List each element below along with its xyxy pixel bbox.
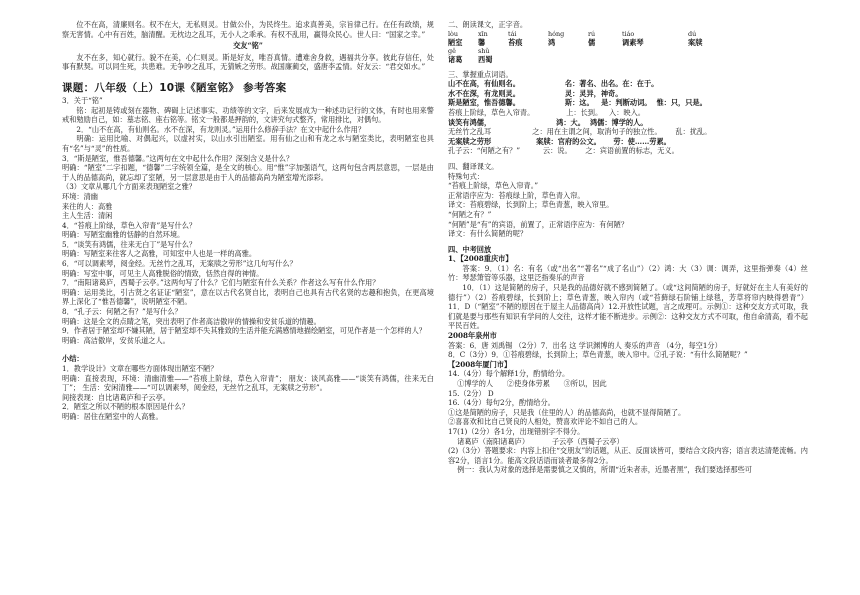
vocab-word: 苔痕 [508, 37, 523, 47]
vocab-word: 陋室 [448, 37, 463, 47]
pinyin: gě [448, 46, 456, 55]
answer-line: 主人生活：清闲 [62, 211, 113, 221]
pinyin: shǔ [478, 46, 490, 55]
exam-heading: 2008年泉州市 [448, 331, 497, 341]
translate-line: “何陋之有？” [448, 209, 492, 219]
answer-line: 明确：写陋室幽雅的恬静的自然环境。 [62, 230, 185, 240]
summary-line: 明确：直接表现，环境：清幽清雅——“苔痕上阶绿，草色入帘青”； 朋友：谈风高雅——“谈笑有鸿儒，往来无白丁”； 生活：安闲清雅——“可以调素琴，阅金经，无丝竹之乱耳，无案牍之劳形”。 [62, 373, 434, 393]
translate-line: “苔痕上阶绿，草色入帘青。” [448, 181, 539, 191]
vocab-word: 儒 [588, 37, 596, 47]
vocab-row-2 [448, 55, 808, 64]
answer-line: 明确：运用比喻、对偶起兴，以虚衬实，以山水引出陋室。用有仙之山和有龙之水与陋室类比，表明陋室也具有“名”与“灵”的性质。 [62, 134, 434, 153]
vocab-word: 西蜀 [478, 54, 493, 64]
exam-answer: ①博学的人 ②使身体劳累 ③所以，因此 [448, 379, 607, 388]
vocab-row [448, 38, 808, 47]
term-line: 无丝竹之乱耳 之：用在主谓之间，取消句子的独立性。 乱：扰乱。 [448, 127, 712, 137]
vocab-word: 鸿 [548, 37, 556, 47]
exam-answer: 8．C（3分）9．①苔痕碧绿，长到阶上；草色青葱，映入帘中。②孔子说：“有什么简陋呢？” [448, 350, 748, 360]
translate-line: 译文：苔痕碧绿，长到阶上；草色青葱，映入帘里。 [448, 200, 614, 210]
summary-line: 2．陋室之所以不陋的根本原因是什么？ [62, 402, 189, 412]
answer-line: 4．“苔痕上阶绿，草色入帘青”是写什么？ [62, 220, 197, 230]
right-column [448, 20, 808, 475]
exam-answer: (2)（3分）答题要求：内容上扣住“交朋友”的话题，从正、反面谈皆可，要结合文段内容；语言表达清楚流畅。内容2分，语言1分。能高文段话语而谈者最多得2分。 [448, 446, 808, 465]
exam-heading: 1、【2008重庆市】 [448, 254, 513, 264]
term-line: 谈笑有鸿儒， 鸿：大。 鸿儒：博学的人。 [448, 117, 648, 127]
exam-heading: 【2008年厦门市】 [448, 359, 512, 369]
translate-line: “何陋”是“有”的宾语，前置了，正常语序应为：有何陋？ [448, 219, 629, 229]
term-line: 斯是陋室，惟吾德馨。 斯：这。 是：判断动词。 惟：只，只是。 [448, 98, 707, 108]
pinyin-row-2 [448, 47, 808, 55]
summary-title: 小结： [62, 354, 84, 364]
exam-answer: 例一：我认为对象的选择是需要慎之又慎的，所谓“近朱者赤，近墨者黑”，我们要选择那些可 [448, 465, 752, 475]
answer-line: 明确：运用类比，引古贤之名证证“陋室”，意在以古代名贤自比，表明自己也具有古代名贤的志趣和抱负，在更高境界上深化了“惟吾德馨”，说明陋室不陋。 [62, 287, 434, 307]
exam-answer: ②喜喜欢和比自己贤良的人相处，赞喜欢评论不如自己的人。 [448, 417, 643, 427]
answer-line: 明确：“陋室”二字扣题，“德馨”二字统领全篇，是全文的核心。用“惟”字加强语气，这两句包含两层意思，一层是由于人的品德高尚，就忘却了室陋，另一层意思是由于人的品德高尚为陋室增光添彩。 [62, 163, 434, 182]
term-line: 山不在高，有仙则名。 名：著名、出名。在：在于。 [448, 79, 659, 89]
pinyin: dú [688, 29, 697, 38]
pinyin: tiáo [622, 29, 635, 38]
answer-line: 明确：高洁傲岸，安贫乐道之人。 [62, 335, 170, 345]
summary-line: 明确：居住在陋室中的人高雅。 [62, 411, 163, 421]
vocab-word: 诸葛 [448, 54, 463, 64]
section-title-pronunciation: 二、朗读课文，正字音。 [448, 20, 528, 29]
pinyin: tái [508, 29, 517, 38]
lesson-title: 课题：八年级（上）10课《陋室铭》 参考答案 [62, 81, 287, 94]
term-line: 苔痕上阶绿，草色入帘青。 上：长到。 入：映入。 [448, 107, 645, 117]
vocab-word: 馨 [478, 37, 486, 47]
intro-paragraph-1: 位不在高，清廉则名。权不在大，无私则灵。甘做公仆，为民终生。追求真善美，宗旨律己行。在任有政绩，规察无害情。心中有百姓，脑清醒。无枕边之乱耳，无小人之乖承。有权不乱用，赢得众民心。世人曰：“国家之幸。” [62, 20, 434, 39]
answer-line: 3．“斯是陋室，惟吾德馨。”这两句在文中起什么作用？深刻含义是什么？ [62, 153, 294, 163]
answer-list [62, 96, 434, 345]
answer-line: 3．关于“铭” [62, 95, 103, 105]
exam-answer: 17(1)（2分）各1分，出现错别字不得分。 [448, 426, 585, 436]
term-line: 孔子云：“何陋之有？” 云：说。 之：宾语前置的标志，无义。 [448, 146, 679, 156]
exam-answer: 答案：6．唐 刘禹锡 （2分）7．出名 这 学识渊博的人 奏乐的声音 （4分，每空1分） [448, 340, 722, 350]
vocab-word: 调素琴 [622, 37, 644, 47]
answer-line: 铭：起初是铸或刻在器物、碑碣上记述事实、功绩等的文字，后来发展成为一种述功记行的文体，有时也用来警戒和勉励自己，如：墓志铭、座右铭等。铭文一般都是押韵的，文讲究句式整齐，常用排比，对偶句。 [62, 105, 434, 125]
answer-line: 明确：写陋室来往客人之高雅，可知室中人也是一样的高雅。 [62, 249, 257, 259]
exam-answer: 诸葛庐（南阳诸葛庐） 子云亭（西蜀子云亭） [448, 436, 624, 446]
answer-line: （3）文章从哪几个方面来表现陋室之雅？ [62, 182, 196, 192]
exam-answer: ①这是简陋的房子，只是我（住里的人）的品德高尚，也就不显得简陋了。 [448, 407, 686, 417]
pinyin: lòu [448, 29, 459, 38]
exam-answer: 答案：9．（1）名：有名（或“出名”“著名”“成了名山”）（2）鸿：大（3）调：调弄，这里指弹奏（4）丝竹：琴瑟箫管等乐器，这里泛指奏乐的声音 [448, 263, 808, 283]
intro-paragraph-2: 友不在多，知心就行。貌不在美，心仁则灵。斯是好友，唯吾真情。遭难舍身救，遇福共分享。彼此存信任，处事有默契。可以同生死，共患难。无争吵之乱耳，无猜嫉之劳形。战国廉蔺交，盛唐李孟情。好友云：“君交如水。” [62, 52, 434, 72]
answer-line: 9．作者居于陋室却不嫌其陋，居于陋室却不失其雅致的生活并能充满感情地描绘陋室，可见作者是一个怎样的人？ [62, 326, 426, 336]
exam-answer: 14.（4分）每个解释1分，酌情给分。 [448, 369, 570, 379]
answer-line: 2．“山不在高，有仙则名。水不在深，有龙则灵。”运用什么修辞手法？在文中起什么作用？ [76, 124, 366, 134]
summary-line: 间接表现：自比诸葛庐和子云亭。 [62, 392, 170, 402]
answer-line: 7．“南阳诸葛庐，西蜀子云亭。”这两句写了什么？它们与陋室有什么关系？作者这么写有什么作用？ [62, 278, 380, 288]
pinyin: xīn [478, 29, 488, 38]
pinyin: hóng [548, 29, 565, 38]
section-title-exam: 四、中考回放 [448, 244, 492, 254]
left-column [62, 20, 434, 422]
term-line: 无案牍之劳形 案牍：官府的公文。 劳：使……劳累。 [448, 136, 671, 146]
answer-line: 明确：这是全文的点睛之笔，突出表明了作者高洁傲岸的情操和安贫乐道的情趣。 [62, 316, 321, 326]
answer-line: 5．“谈笑有鸿儒，往来无白丁”是写什么？ [62, 239, 197, 249]
section-title-terms: 三、掌握重点词语。 [448, 69, 513, 79]
summary-line: 1．教学设计》文章在哪些方面体现出陋室不陋？ [62, 364, 218, 373]
exam-answer: 15.（2分） D [448, 388, 494, 398]
section-title-translate: 四、翻译课文。 [448, 161, 499, 171]
answer-line: 明确：写室中事，可见主人高雅脱俗的情致，恬然自得的神情。 [62, 268, 264, 278]
answer-line: 8．“孔子云：何陋之有？”是写什么？ [62, 307, 182, 317]
exam-answer: 10．（1）这是简陋的房子，只是我的品德好就不感到简陋了。（或“这间简陋的房子，好就好在主人有美好的德行”）（2）苔痕碧绿，长到阶上；草色青葱，映入帘内（或“苔藓绿石阶铺上绿毯，芳草将帘内映得碧青”） 11．D（“陋室”不陋的原因在于屋主人品德高尚）12.开放性试题，言之成理可。示例①：这种交友方式可取，我们就是要与那些有知识有学问的人交往，这样才能不断进步。示例②：这种交友方式不可取，他自命清高，看不起平民百姓。 [448, 283, 808, 331]
term-line: 水不在深，有龙则灵。 灵：灵异，神奇。 [448, 88, 623, 98]
translate-line: 译文：有什么简陋的呢？ [448, 229, 528, 239]
answer-line: 来往的人：高雅 [62, 201, 113, 211]
pinyin: rú [588, 29, 596, 38]
answer-line: 环境：清幽 [62, 191, 98, 201]
vocab-word: 案牍 [688, 37, 703, 47]
translate-line: 正常语序应为：苔痕绿上阶，草色青入帘。 [448, 190, 585, 200]
translate-line: 特殊句式： [448, 171, 484, 181]
exam-answer: 16.（4分）每句2分，酌情给分。 [448, 398, 555, 408]
pinyin-row [448, 30, 808, 38]
answer-line: 6．“可以调素琴，阅金经。无丝竹之乱耳，无案牍之劳形”这几句写什么？ [62, 259, 297, 269]
section-heading-friendship: 交友“铭” [233, 41, 263, 51]
